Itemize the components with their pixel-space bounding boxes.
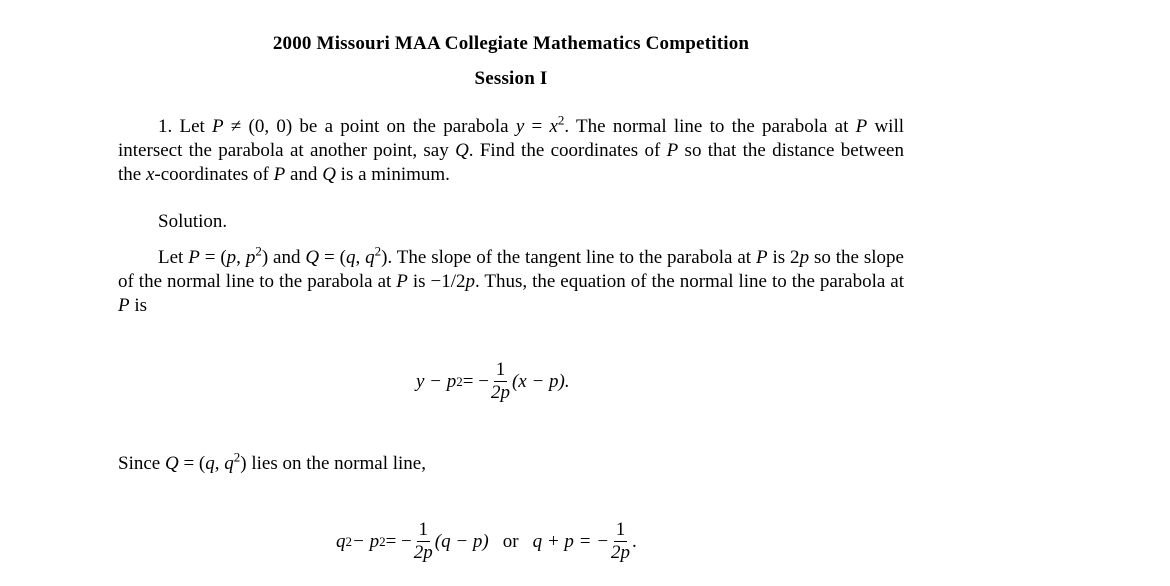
eq-rhs: (q − p) xyxy=(434,530,489,552)
fraction-numerator: 1 xyxy=(615,519,626,540)
solution-text: , xyxy=(236,247,246,268)
since-line xyxy=(118,449,904,476)
problem-text: -coordinates of xyxy=(154,164,274,185)
problem-text: . Find the coordinates of xyxy=(468,140,667,161)
fraction-denominator: 2p xyxy=(413,542,433,563)
var-y: y xyxy=(515,116,525,137)
paper-title: 2000 Missouri MAA Collegiate Mathematics Competition xyxy=(272,33,750,54)
fraction xyxy=(414,519,433,564)
solution-text: , xyxy=(214,453,225,474)
exponent: 2 xyxy=(374,243,382,259)
eq-lhs: q xyxy=(336,530,346,552)
fraction xyxy=(611,519,630,564)
solution-text: is −1/2 xyxy=(407,271,466,292)
solution-paragraph xyxy=(118,243,904,318)
problem-text: so that the distance between the xyxy=(118,140,904,185)
problem-statement xyxy=(118,112,905,187)
var-p: P xyxy=(666,140,679,161)
var-x: x xyxy=(145,164,155,185)
var-p-lower: p xyxy=(226,247,237,268)
solution-label-line xyxy=(118,210,904,234)
fraction-denominator: 2p xyxy=(611,542,631,563)
solution-text: Let xyxy=(158,247,189,268)
solution-text: is 2 xyxy=(767,247,800,268)
substituted-equation: q 2 − p 2 = − $\frac{1}{2p}$ (q − p) or q + p = − $\frac{1}{2p}$ . xyxy=(336,519,637,563)
solution-text: ). The slope of the tangent line to the parabola at xyxy=(381,247,756,268)
period: . xyxy=(632,530,637,552)
problem-text: is a minimum. xyxy=(335,164,450,185)
var-p: P xyxy=(273,164,286,185)
var-p: P xyxy=(755,247,768,268)
solution-text: . Thus, the equation of the normal line to the parabola at xyxy=(475,271,904,292)
eq-lhs: y − p xyxy=(416,370,457,392)
var-q: Q xyxy=(305,247,320,268)
solution-text: = ( xyxy=(319,247,346,268)
problem-text: . The normal line to the parabola at xyxy=(564,116,856,137)
or-word: or xyxy=(502,530,519,552)
solution-text: , xyxy=(355,247,366,268)
var-p: P xyxy=(396,271,408,292)
var-p-lower: p xyxy=(799,247,810,268)
var-x: x xyxy=(549,116,558,137)
fraction-numerator: 1 xyxy=(418,519,429,540)
var-q: Q xyxy=(322,164,336,185)
eq-right: q + p = − xyxy=(532,530,610,552)
problem-text: Let xyxy=(179,116,213,137)
fraction-denominator: 2p xyxy=(490,382,510,403)
var-q: Q xyxy=(164,453,179,474)
exponent: 2 xyxy=(557,112,565,128)
eq-sign: = − xyxy=(462,370,489,392)
solution-text: = ( xyxy=(199,247,227,268)
solution-text: ) and xyxy=(261,247,306,268)
var-p-lower: p xyxy=(465,271,475,292)
var-q: Q xyxy=(455,140,469,161)
solution-text: is xyxy=(129,295,148,316)
fraction-numerator: 1 xyxy=(495,359,506,380)
eq-sign: = − xyxy=(385,530,412,552)
solution-text: = ( xyxy=(178,453,206,474)
solution-text: ) lies on the normal line, xyxy=(240,453,426,474)
var-p: P xyxy=(188,247,200,268)
session-title: Session I xyxy=(474,68,548,89)
exponent: 2 xyxy=(255,243,262,259)
var-q-lower: q xyxy=(365,247,375,268)
var-p: P xyxy=(212,116,224,137)
var-p: P xyxy=(118,295,130,316)
fraction xyxy=(491,359,510,404)
var-p: P xyxy=(855,116,868,137)
var-q-lower: q xyxy=(205,453,215,474)
eq-minus: − p xyxy=(352,530,380,552)
eq-rhs: (x − p). xyxy=(511,370,570,392)
exponent: 2 xyxy=(233,449,241,465)
var-q-lower: q xyxy=(345,247,356,268)
problem-text: will intersect the parabola at another point, say xyxy=(118,116,905,161)
normal-line-equation: y − p 2 = − $\frac{1}{2p}$ (x − p). xyxy=(416,359,570,403)
problem-text: = xyxy=(524,116,550,137)
solution-label: Solution. xyxy=(158,211,228,232)
var-p-lower: p xyxy=(245,247,256,268)
var-q-lower: q xyxy=(224,453,234,474)
problem-text: ≠ (0, 0) be a point on the parabola xyxy=(223,116,516,137)
problem-number: 1. xyxy=(158,116,173,137)
solution-text: Since xyxy=(118,453,165,474)
solution-text: so the slope of the normal line to the parabola at xyxy=(118,247,904,292)
problem-text: and xyxy=(285,164,323,185)
